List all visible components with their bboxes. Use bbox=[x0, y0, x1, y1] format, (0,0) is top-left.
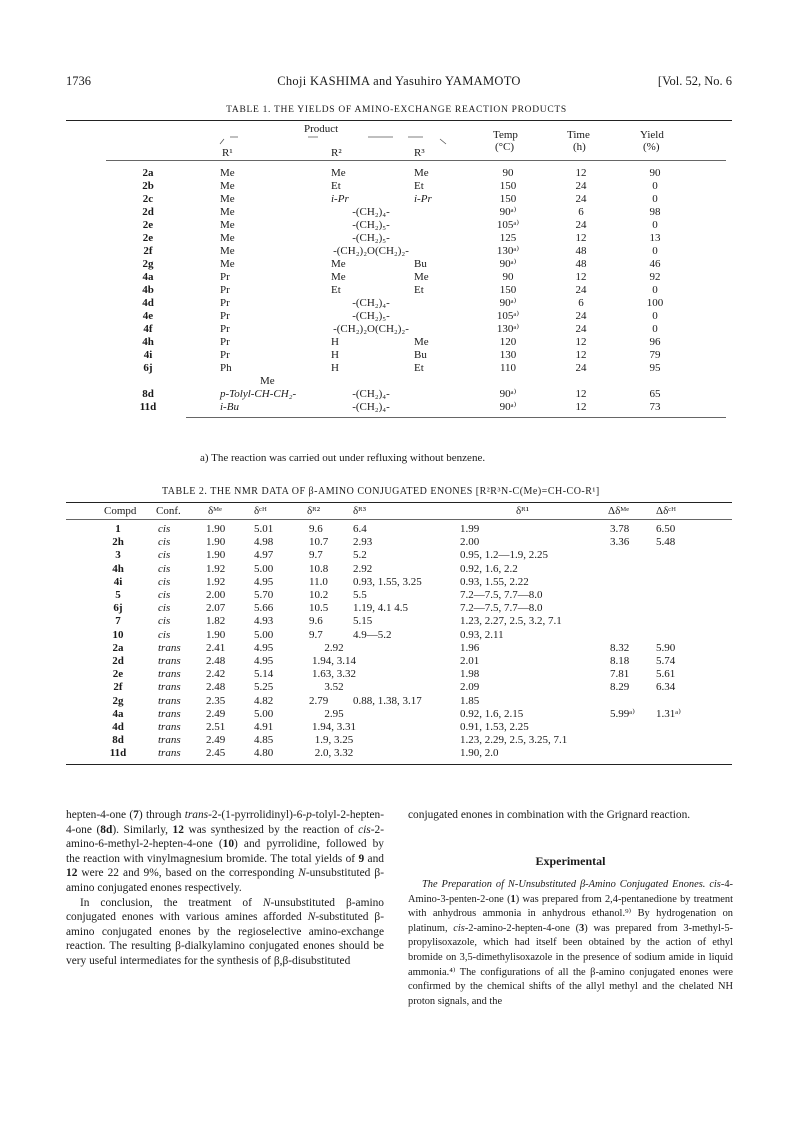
t2-compd-id: 2a bbox=[112, 641, 124, 654]
running-title: Choji KASHIMA and Yasuhiro YAMAMOTO bbox=[277, 74, 521, 88]
t2-compd-id: 8d bbox=[112, 734, 124, 747]
t1-r2: Me bbox=[331, 271, 346, 283]
t1-r3: Me bbox=[414, 271, 429, 283]
t2-delta-r3: 0.93, 1.55, 3.25 bbox=[353, 575, 422, 588]
t2-delta-r2: 10.5 bbox=[309, 602, 329, 615]
t1-yield: 100 bbox=[646, 297, 664, 309]
t2-delta-r23: 1.94, 3.14 bbox=[312, 655, 356, 667]
t2-ddelta-ch: 5.74 bbox=[656, 655, 676, 667]
right-column bbox=[408, 808, 733, 823]
t2-delta-r1: 0.91, 1.53, 2.25 bbox=[460, 721, 529, 733]
t2-compd-id: 11d bbox=[109, 747, 127, 760]
t1-time: 24 bbox=[575, 180, 587, 192]
t1-yield: 79 bbox=[649, 349, 661, 361]
t1-r1: Pr bbox=[220, 297, 230, 309]
t2-ddelta-ch: 5.90 bbox=[656, 641, 676, 654]
t1-temp: 105ᵃ⁾ bbox=[496, 310, 520, 322]
section-heading: Experimental bbox=[535, 854, 606, 868]
t1-r23: -(CH₂)₂O(CH₂)₂- bbox=[333, 323, 409, 335]
t2-ddelta-me: 3.78 bbox=[610, 523, 630, 535]
t2-compd-id: 2g bbox=[112, 694, 124, 707]
t2-delta-r3: 6.4 bbox=[353, 523, 367, 535]
t1-yield: 0 bbox=[652, 219, 658, 231]
t1-r23: -(CH₂)₄- bbox=[352, 401, 390, 413]
t2-delta-r1: 1.96 bbox=[460, 641, 480, 654]
t2-delta-me: 2.51 bbox=[206, 721, 226, 733]
t2-delta-r1: 0.92, 1.6, 2.15 bbox=[460, 707, 524, 720]
t1-compd-id: 4f bbox=[143, 323, 153, 335]
t2-compd-id: 1 bbox=[115, 523, 121, 535]
t1-compd-id: 2e bbox=[142, 219, 154, 231]
t2-conf: trans bbox=[158, 694, 181, 707]
t1-time: 12 bbox=[575, 232, 587, 244]
col-r2: R² bbox=[331, 147, 342, 159]
table1-bottom-rule bbox=[186, 417, 726, 418]
t1-yield: 73 bbox=[649, 401, 661, 413]
t1-yield: 98 bbox=[649, 206, 661, 218]
t1-compd-id: 2g bbox=[142, 258, 154, 270]
t2-conf: trans bbox=[158, 681, 181, 694]
col-conf: Conf. bbox=[156, 505, 181, 517]
t1-r3: Me bbox=[414, 336, 429, 348]
t1-yield: 0 bbox=[652, 245, 658, 257]
col-delta-r1: δᴿ¹ bbox=[516, 505, 529, 517]
t1-compd-id: 2b bbox=[142, 180, 154, 192]
t1-time: 24 bbox=[575, 310, 587, 322]
t2-ddelta-ch: 1.31ᵃ⁾ bbox=[656, 707, 681, 720]
t1-r3: Bu bbox=[414, 349, 427, 361]
t2-delta-r1: 1.23, 2.27, 2.5, 3.2, 7.1 bbox=[460, 615, 562, 628]
t2-delta-ch: 5.00 bbox=[254, 707, 274, 720]
experimental-text bbox=[408, 878, 733, 1009]
t1-r1: Pr bbox=[220, 284, 230, 296]
t2-delta-r23: 1.63, 3.32 bbox=[312, 668, 356, 681]
t1-r1: Pr bbox=[220, 349, 230, 361]
t2-conf: cis bbox=[158, 549, 171, 562]
t1-r1: Me bbox=[220, 167, 235, 179]
t2-delta-me: 1.90 bbox=[206, 536, 226, 549]
t2-ddelta-me: 7.81 bbox=[610, 668, 630, 681]
t1-r1: Me bbox=[220, 193, 235, 205]
right-paragraph-1: conjugated enones in combination with the Grignard reaction. bbox=[408, 809, 691, 821]
t2-delta-me: 1.90 bbox=[206, 523, 226, 535]
t2-delta-me: 2.42 bbox=[206, 668, 226, 681]
t2-delta-r3: 2.93 bbox=[353, 536, 373, 549]
t1-time: 6 bbox=[578, 206, 584, 218]
t1-r2: H bbox=[331, 349, 339, 361]
col-delta-r3: δᴿ³ bbox=[353, 505, 366, 517]
t2-delta-ch: 4.95 bbox=[254, 641, 274, 654]
table2-top-rule bbox=[66, 502, 732, 503]
t2-delta-r1: 0.92, 1.6, 2.2 bbox=[460, 562, 518, 575]
t2-delta-ch: 4.82 bbox=[254, 694, 274, 707]
col-r1: R¹ bbox=[222, 147, 233, 159]
t2-delta-ch: 5.66 bbox=[254, 602, 274, 615]
t2-delta-ch: 4.97 bbox=[254, 549, 274, 562]
t1-r23: -(CH₂)₄- bbox=[352, 388, 390, 400]
table2-header-rule bbox=[66, 519, 732, 520]
t1-temp: 90ᵃ⁾ bbox=[499, 388, 517, 400]
t1-temp: 90ᵃ⁾ bbox=[499, 258, 517, 270]
t2-delta-r3: 0.88, 1.38, 3.17 bbox=[353, 694, 422, 707]
t1-r1: Pr bbox=[220, 336, 230, 348]
t2-conf: cis bbox=[158, 562, 171, 575]
t2-conf: cis bbox=[158, 575, 171, 588]
t1-time: 24 bbox=[575, 362, 587, 374]
t1-compd-id: 2d bbox=[142, 206, 154, 218]
t1-r3: Et bbox=[414, 180, 424, 192]
t1-temp: 90ᵃ⁾ bbox=[499, 401, 517, 413]
t1-r23: -(CH₂)₄- bbox=[352, 206, 390, 218]
t2-delta-r1: 0.95, 1.2—1.9, 2.25 bbox=[460, 549, 548, 562]
t2-delta-me: 2.35 bbox=[206, 694, 226, 707]
t1-r1: p-Tolyl-CH-CH₂- bbox=[220, 388, 297, 400]
t2-delta-ch: 5.01 bbox=[254, 523, 274, 535]
t2-ddelta-ch: 6.34 bbox=[656, 681, 676, 694]
t2-ddelta-ch: 6.50 bbox=[656, 523, 676, 535]
t2-delta-r1: 1.99 bbox=[460, 523, 480, 535]
t2-delta-r1: 1.23, 2.29, 2.5, 3.25, 7.1 bbox=[460, 734, 568, 747]
t2-ddelta-me: 8.18 bbox=[610, 655, 630, 667]
t1-yield: 13 bbox=[649, 232, 661, 244]
t1-r3: i-Pr bbox=[414, 193, 432, 205]
t2-delta-ch: 4.85 bbox=[254, 734, 274, 747]
t1-yield: 0 bbox=[652, 310, 658, 322]
col-time-unit: (h) bbox=[573, 141, 586, 153]
t2-delta-me: 2.49 bbox=[206, 707, 226, 720]
t1-time: 48 bbox=[575, 245, 587, 257]
t1-r2: Me bbox=[331, 258, 346, 270]
t2-delta-r1: 0.93, 2.11 bbox=[460, 628, 504, 641]
t1-r1: Ph bbox=[220, 362, 232, 374]
t2-delta-ch: 4.95 bbox=[254, 575, 274, 588]
t2-conf: cis bbox=[158, 628, 171, 641]
t2-compd-id: 2d bbox=[112, 655, 124, 667]
t2-conf: trans bbox=[158, 668, 181, 681]
t2-compd-id: 4a bbox=[112, 707, 124, 720]
t2-compd-id: 7 bbox=[115, 615, 121, 628]
t2-delta-ch: 5.25 bbox=[254, 681, 274, 694]
table1-product-header: Product bbox=[304, 123, 339, 135]
t2-delta-r2: 9.6 bbox=[309, 615, 323, 628]
t1-r2: H bbox=[331, 336, 339, 348]
left-paragraph-1: hepten-4-one (7) through trans-2-(1-pyrrolidinyl)-6-p-tolyl-2-hepten-4-one (8d). Similarly, 12 was synthesized by the reaction of cis-2-amino-6-methyl-2-hepten-4-one (10) and pyrrolidine, followed by the reaction with vinylmagnesium bromide. The total yields of 9 and 12 were 22 and 9%, based on the corresponding N-unsubstituted β-amino conjugated enones respectively. bbox=[66, 809, 385, 894]
t1-time: 24 bbox=[575, 323, 587, 335]
t2-delta-r23: 3.52 bbox=[324, 681, 344, 694]
table2-caption: TABLE 2. THE NMR DATA OF β-AMINO CONJUGATED ENONES [R²R³N-C(Me)=CH-CO-R¹] bbox=[162, 486, 600, 497]
t1-yield: 95 bbox=[649, 362, 661, 374]
t2-compd-id: 3 bbox=[115, 549, 121, 562]
t2-delta-r23: 2.92 bbox=[324, 641, 344, 654]
t2-delta-ch: 4.95 bbox=[254, 655, 274, 667]
t2-delta-me: 2.41 bbox=[206, 641, 226, 654]
t1-r1: Pr bbox=[220, 310, 230, 322]
t2-delta-r1: 0.93, 1.55, 2.22 bbox=[460, 575, 529, 588]
t1-yield: 92 bbox=[649, 271, 661, 283]
t2-conf: trans bbox=[158, 707, 181, 720]
t1-time: 12 bbox=[575, 336, 587, 348]
col-delta-ch: δᶜᴴ bbox=[254, 505, 267, 517]
t2-delta-r3: 5.5 bbox=[353, 589, 367, 601]
t1-r1-annotation: Me bbox=[260, 375, 275, 387]
t2-delta-r1: 1.90, 2.0 bbox=[460, 747, 499, 760]
t2-delta-ch: 5.14 bbox=[254, 668, 274, 681]
t1-time: 12 bbox=[575, 167, 587, 179]
t2-delta-r1: 7.2—7.5, 7.7—8.0 bbox=[460, 602, 543, 615]
t2-delta-me: 2.45 bbox=[206, 747, 226, 760]
t1-r2: H bbox=[331, 362, 339, 374]
t1-r2: Me bbox=[331, 167, 346, 179]
t2-compd-id: 4h bbox=[112, 562, 124, 575]
t1-r23: -(CH₂)₅- bbox=[352, 232, 390, 244]
t1-yield: 0 bbox=[652, 180, 658, 192]
t1-yield: 0 bbox=[652, 193, 658, 205]
t1-temp: 90ᵃ⁾ bbox=[499, 297, 517, 309]
t1-compd-id: 2e bbox=[142, 232, 154, 244]
t2-delta-r1: 7.2—7.5, 7.7—8.0 bbox=[460, 589, 543, 601]
col-time: Time bbox=[567, 129, 590, 141]
t2-ddelta-me: 3.36 bbox=[610, 536, 630, 549]
t2-compd-id: 10 bbox=[112, 628, 124, 641]
t1-temp: 90 bbox=[502, 167, 514, 179]
table1-footnote: a) The reaction was carried out under refluxing without benzene. bbox=[200, 452, 486, 464]
left-paragraph-2: In conclusion, the treatment of N-unsubstituted β-amino conjugated enones with various amines afforded N-substituted β-amino conjugated enones by the regioselective amino-exchange reaction. The resulting β-dialkylamino conjugated enones should be very useful intermediates for the synthesis of β,β-disubstituted bbox=[66, 896, 385, 967]
t2-delta-r2: 9.7 bbox=[309, 549, 323, 562]
t2-delta-r3: 4.9—5.2 bbox=[353, 628, 392, 641]
t2-delta-r23: 1.94, 3.31 bbox=[312, 721, 356, 733]
t1-compd-id: 11d bbox=[139, 401, 157, 413]
col-temp: Temp bbox=[493, 129, 518, 141]
col-temp-unit: (°C) bbox=[495, 141, 515, 153]
t1-r23: -(CH₂)₂O(CH₂)₂- bbox=[333, 245, 409, 257]
col-r3: R³ bbox=[414, 147, 425, 159]
t1-temp: 125 bbox=[499, 232, 517, 244]
t1-r3: Bu bbox=[414, 258, 427, 270]
t1-r23: -(CH₂)₅- bbox=[352, 310, 390, 322]
t1-compd-id: 4h bbox=[142, 336, 154, 348]
table2-bottom-rule bbox=[66, 764, 732, 765]
col-ddelta-ch: Δδᶜᴴ bbox=[656, 505, 676, 517]
t2-conf: cis bbox=[158, 615, 171, 628]
t1-r1: i-Bu bbox=[220, 401, 239, 413]
t1-yield: 96 bbox=[649, 336, 661, 348]
t1-r1: Me bbox=[220, 206, 235, 218]
t2-ddelta-me: 8.32 bbox=[610, 641, 630, 654]
col-delta-r2: δᴿ² bbox=[307, 505, 320, 517]
col-compd: Compd bbox=[104, 505, 137, 517]
t2-delta-r1: 2.09 bbox=[460, 681, 480, 694]
t1-temp: 150 bbox=[499, 193, 517, 205]
t1-temp: 110 bbox=[499, 362, 517, 374]
t1-time: 12 bbox=[575, 401, 587, 413]
t2-conf: trans bbox=[158, 747, 181, 760]
t2-delta-me: 1.92 bbox=[206, 575, 226, 588]
t1-r3: Et bbox=[414, 362, 424, 374]
t2-conf: cis bbox=[158, 536, 171, 549]
t2-delta-me: 2.07 bbox=[206, 602, 226, 615]
t2-delta-ch: 5.70 bbox=[254, 589, 274, 601]
t1-r1: Me bbox=[220, 232, 235, 244]
t1-compd-id: 4b bbox=[142, 284, 154, 296]
t1-r1: Me bbox=[220, 245, 235, 257]
t1-r1: Me bbox=[220, 180, 235, 192]
t1-r23: -(CH₂)₄- bbox=[352, 297, 390, 309]
t1-yield: 65 bbox=[649, 388, 661, 400]
t1-r3: Me bbox=[414, 167, 429, 179]
t2-delta-r2: 2.79 bbox=[309, 694, 329, 707]
experimental-subtitle: The Preparation of N-Unsubstituted β-Amino Conjugated Enones. bbox=[422, 879, 706, 890]
t1-time: 24 bbox=[575, 193, 587, 205]
t1-time: 48 bbox=[575, 258, 587, 270]
page-number: 1736 bbox=[66, 74, 91, 88]
t2-delta-r1: 1.85 bbox=[460, 694, 480, 707]
t1-temp: 90ᵃ⁾ bbox=[499, 206, 517, 218]
t2-conf: trans bbox=[158, 734, 181, 747]
t1-compd-id: 4a bbox=[142, 271, 154, 283]
t1-r2: Et bbox=[331, 284, 341, 296]
t2-delta-me: 1.90 bbox=[206, 549, 226, 562]
t2-delta-r23: 2.95 bbox=[324, 707, 344, 720]
left-column bbox=[66, 808, 384, 969]
t1-temp: 120 bbox=[499, 336, 517, 348]
t1-yield: 0 bbox=[652, 284, 658, 296]
t1-r1: Pr bbox=[220, 271, 230, 283]
t2-delta-me: 1.90 bbox=[206, 628, 226, 641]
t1-time: 12 bbox=[575, 388, 587, 400]
t2-delta-r3: 5.2 bbox=[353, 549, 367, 562]
t1-temp: 150 bbox=[499, 284, 517, 296]
volume-info: [Vol. 52, No. 6 bbox=[657, 74, 732, 88]
col-yield: Yield bbox=[640, 129, 664, 141]
t2-compd-id: 2h bbox=[112, 536, 124, 549]
table1-header-rule bbox=[106, 160, 726, 161]
t1-temp: 150 bbox=[499, 180, 517, 192]
t2-delta-me: 2.00 bbox=[206, 589, 226, 601]
col-ddelta-me: Δδᴹᵉ bbox=[608, 505, 630, 517]
t2-conf: cis bbox=[158, 523, 171, 535]
product-brace bbox=[218, 134, 448, 146]
t2-delta-me: 2.48 bbox=[206, 681, 226, 694]
t1-r2: Et bbox=[331, 180, 341, 192]
t2-delta-r1: 2.00 bbox=[460, 536, 480, 549]
t1-r3: Et bbox=[414, 284, 424, 296]
t2-ddelta-me: 8.29 bbox=[610, 681, 630, 694]
t1-compd-id: 4i bbox=[143, 349, 153, 361]
t2-conf: cis bbox=[158, 602, 171, 615]
page-header bbox=[66, 74, 732, 92]
t2-ddelta-ch: 5.48 bbox=[656, 536, 676, 549]
t2-delta-ch: 4.91 bbox=[254, 721, 274, 733]
t1-compd-id: 6j bbox=[143, 362, 153, 374]
t1-r1: Me bbox=[220, 219, 235, 231]
t1-temp: 105ᵃ⁾ bbox=[496, 219, 520, 231]
t1-r23: -(CH₂)₅- bbox=[352, 219, 390, 231]
t2-delta-r2: 10.2 bbox=[309, 589, 329, 601]
t2-compd-id: 4i bbox=[113, 575, 123, 588]
t2-compd-id: 4d bbox=[112, 721, 124, 733]
col-delta-me: δᴹᵉ bbox=[208, 505, 222, 517]
t2-compd-id: 5 bbox=[115, 589, 121, 601]
t2-delta-r23: 1.9, 3.25 bbox=[314, 734, 354, 747]
t2-delta-r3: 1.19, 4.1 4.5 bbox=[353, 602, 408, 615]
t1-compd-id: 4e bbox=[142, 310, 154, 322]
table1-caption: TABLE 1. THE YIELDS OF AMINO-EXCHANGE REACTION PRODUCTS bbox=[226, 105, 567, 115]
experimental-paragraph: The Preparation of N-Unsubstituted β-Amino Conjugated Enones. cis-4-Amino-3-penten-2-one (1) was prepared from 2,4-pentanedione by treatment with anhydrous ammonia in anhydrous ethanol.⁹⁾ By hydrogenation on platinum, cis-2-amino-2-hepten-4-one (3) was prepared from 3-methyl-5-propylisoxazole, which had itself been obtained by the action of ethyl bromide on 3,5-dimethylisoxazole in the presence of sodium amide in liquid ammonia.⁴⁾ The configurations of all the β-amino conjugated enones were confirmed by the chemical shifts of the allyl methyl and the chelated NH proton signals, and the bbox=[408, 879, 733, 1007]
t1-compd-id: 2f bbox=[143, 245, 153, 257]
t2-delta-r2: 11.0 bbox=[309, 575, 328, 588]
t1-r1: Me bbox=[220, 258, 235, 270]
t2-conf: trans bbox=[158, 721, 181, 733]
t2-conf: trans bbox=[158, 641, 181, 654]
col-yield-unit: (%) bbox=[643, 141, 660, 153]
t2-compd-id: 2f bbox=[113, 681, 123, 694]
t2-delta-r3: 2.92 bbox=[353, 562, 373, 575]
t1-yield: 0 bbox=[652, 323, 658, 335]
t2-delta-r2: 9.7 bbox=[309, 628, 323, 641]
t1-time: 12 bbox=[575, 271, 587, 283]
t2-delta-me: 2.48 bbox=[206, 655, 226, 667]
t2-ddelta-me: 5.99ᵃ⁾ bbox=[610, 707, 635, 720]
t1-compd-id: 4d bbox=[142, 297, 154, 309]
t1-r1: Pr bbox=[220, 323, 230, 335]
t2-delta-r1: 1.98 bbox=[460, 668, 480, 681]
table1-top-rule bbox=[66, 120, 732, 121]
t2-delta-r2: 10.7 bbox=[309, 536, 329, 549]
t2-compd-id: 2e bbox=[112, 668, 124, 681]
t1-yield: 90 bbox=[649, 167, 661, 179]
t1-compd-id: 2c bbox=[142, 193, 154, 205]
t1-compd-id: 2a bbox=[142, 167, 154, 179]
t2-delta-me: 1.82 bbox=[206, 615, 226, 628]
t1-time: 24 bbox=[575, 219, 587, 231]
t1-compd-id: 8d bbox=[142, 388, 154, 400]
t2-conf: trans bbox=[158, 655, 181, 667]
t1-time: 24 bbox=[575, 284, 587, 296]
t2-delta-ch: 4.93 bbox=[254, 615, 274, 628]
t1-r2: i-Pr bbox=[331, 193, 349, 205]
t1-temp: 130ᵃ⁾ bbox=[496, 323, 520, 335]
t2-compd-id: 6j bbox=[113, 602, 123, 615]
t2-delta-r2: 9.6 bbox=[309, 523, 323, 535]
t1-temp: 90 bbox=[502, 271, 514, 283]
t2-delta-r1: 2.01 bbox=[460, 655, 480, 667]
t2-delta-r3: 5.15 bbox=[353, 615, 373, 628]
t2-conf: cis bbox=[158, 589, 171, 601]
t2-delta-me: 2.49 bbox=[206, 734, 226, 747]
t2-delta-ch: 5.00 bbox=[254, 562, 274, 575]
t2-delta-me: 1.92 bbox=[206, 562, 226, 575]
t1-time: 6 bbox=[578, 297, 584, 309]
t1-yield: 46 bbox=[649, 258, 661, 270]
t1-temp: 130 bbox=[499, 349, 517, 361]
t1-time: 12 bbox=[575, 349, 587, 361]
t2-delta-r23: 2.0, 3.32 bbox=[314, 747, 354, 760]
t2-ddelta-ch: 5.61 bbox=[656, 668, 676, 681]
t2-delta-ch: 5.00 bbox=[254, 628, 274, 641]
t2-delta-r2: 10.8 bbox=[309, 562, 329, 575]
t2-delta-ch: 4.80 bbox=[254, 747, 274, 760]
t2-delta-ch: 4.98 bbox=[254, 536, 274, 549]
t1-temp: 130ᵃ⁾ bbox=[496, 245, 520, 257]
